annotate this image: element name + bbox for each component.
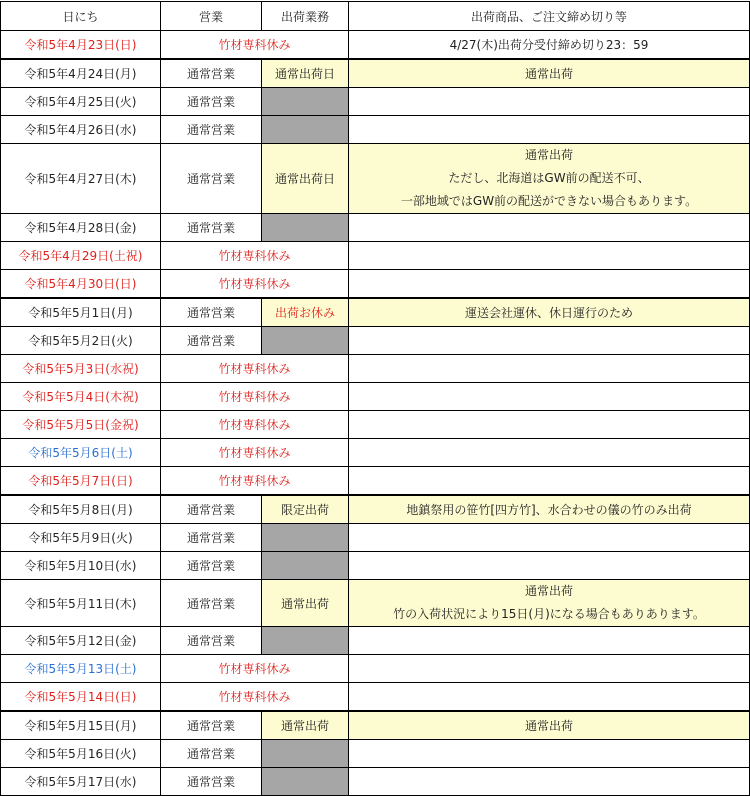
- row-note-empty: [349, 383, 750, 411]
- table-row: [1, 768, 750, 796]
- row-date: 令和5年4月28日(金): [1, 214, 161, 242]
- row-business: 通常営業: [161, 768, 262, 796]
- table-row: [1, 627, 750, 655]
- closed-cell: 竹材専科休み: [161, 655, 349, 683]
- table-row: [1, 467, 750, 496]
- row-business: 通常営業: [161, 627, 262, 655]
- table-row: [1, 31, 750, 60]
- row-note: [349, 580, 750, 627]
- table-row: [1, 655, 750, 683]
- row-business: 通常営業: [161, 214, 262, 242]
- row-business: 通常営業: [161, 116, 262, 144]
- note-line: 竹の入荷状況により15日(月)になる場合もありあります。: [393, 607, 705, 621]
- row-date: 令和5年5月2日(火): [1, 327, 161, 355]
- table-row: [1, 298, 750, 327]
- row-date: 令和5年4月30日(日): [1, 270, 161, 299]
- table-row: [1, 524, 750, 552]
- row-date: 令和5年4月23日(日): [1, 31, 161, 60]
- closed-cell: 竹材専科休み: [161, 467, 349, 496]
- closed-cell: 竹材専科休み: [161, 355, 349, 383]
- note-line: 通常出荷: [524, 584, 573, 598]
- row-date: 令和5年5月9日(火): [1, 524, 161, 552]
- row-shipping-none: [262, 768, 349, 796]
- row-date: 令和5年4月26日(水): [1, 116, 161, 144]
- row-date: 令和5年5月10日(水): [1, 552, 161, 580]
- closed-cell: 竹材専科休み: [161, 270, 349, 299]
- row-date: 令和5年5月11日(木): [1, 580, 161, 627]
- row-shipping: 通常出荷: [262, 580, 349, 627]
- row-note-empty: [349, 411, 750, 439]
- header-notes: 出荷商品、ご注文締め切り等: [349, 2, 750, 31]
- row-shipping-none: [262, 552, 349, 580]
- row-note-empty: [349, 116, 750, 144]
- row-date: 令和5年5月7日(日): [1, 467, 161, 496]
- row-business: 通常営業: [161, 711, 262, 740]
- table-row: [1, 88, 750, 116]
- table-row: [1, 270, 750, 299]
- header-row: [1, 2, 750, 31]
- row-business: 通常営業: [161, 740, 262, 768]
- closed-cell: 竹材専科休み: [161, 683, 349, 712]
- table-row: [1, 711, 750, 740]
- row-shipping-none: [262, 88, 349, 116]
- row-date: 令和5年5月13日(土): [1, 655, 161, 683]
- row-shipping: 通常出荷日: [262, 59, 349, 88]
- table-row: [1, 439, 750, 467]
- row-date: 令和5年5月4日(木祝): [1, 383, 161, 411]
- row-note-empty: [349, 524, 750, 552]
- closed-cell: 竹材専科休み: [161, 439, 349, 467]
- row-date: 令和5年4月25日(火): [1, 88, 161, 116]
- row-shipping: 限定出荷: [262, 495, 349, 524]
- row-business: 通常営業: [161, 495, 262, 524]
- row-note-empty: [349, 88, 750, 116]
- table-row: [1, 552, 750, 580]
- table-row: [1, 355, 750, 383]
- row-date: 令和5年5月16日(火): [1, 740, 161, 768]
- row-date: 令和5年5月12日(金): [1, 627, 161, 655]
- row-shipping: 出荷お休み: [262, 298, 349, 327]
- closed-cell: 竹材専科休み: [161, 242, 349, 270]
- row-note-empty: [349, 768, 750, 796]
- row-note-empty: [349, 627, 750, 655]
- closed-cell: 竹材専科休み: [161, 411, 349, 439]
- row-note: 通常出荷: [349, 59, 750, 88]
- row-shipping-none: [262, 214, 349, 242]
- table-row: [1, 327, 750, 355]
- row-date: 令和5年5月5日(金祝): [1, 411, 161, 439]
- row-note-empty: [349, 655, 750, 683]
- row-note: [349, 144, 750, 214]
- row-note: 運送会社運休、休日運行のため: [349, 298, 750, 327]
- row-note: 地鎮祭用の笹竹[四方竹]、水合わせの儀の竹のみ出荷: [349, 495, 750, 524]
- table-row: [1, 214, 750, 242]
- table-row: [1, 242, 750, 270]
- table-row: [1, 383, 750, 411]
- row-note-empty: [349, 214, 750, 242]
- note-line: ただし、北海道はGW前の配送不可、: [448, 171, 650, 185]
- header-business: 営業: [161, 2, 262, 31]
- row-business: 通常営業: [161, 580, 262, 627]
- row-business: 通常営業: [161, 524, 262, 552]
- row-date: 令和5年5月14日(日): [1, 683, 161, 712]
- row-date: 令和5年5月3日(水祝): [1, 355, 161, 383]
- note-line: 一部地域ではGW前の配送ができない場合もあります。: [400, 194, 698, 208]
- row-shipping: 通常出荷日: [262, 144, 349, 214]
- row-note: 通常出荷: [349, 711, 750, 740]
- row-date: 令和5年5月8日(月): [1, 495, 161, 524]
- header-shipping: 出荷業務: [262, 2, 349, 31]
- row-note-empty: [349, 242, 750, 270]
- table-row: [1, 59, 750, 88]
- row-date: 令和5年5月1日(月): [1, 298, 161, 327]
- row-shipping-none: [262, 327, 349, 355]
- table-row: [1, 683, 750, 712]
- row-date: 令和5年4月24日(月): [1, 59, 161, 88]
- row-shipping: 通常出荷: [262, 711, 349, 740]
- row-business: 通常営業: [161, 144, 262, 214]
- row-shipping-none: [262, 627, 349, 655]
- row-date: 令和5年5月6日(土): [1, 439, 161, 467]
- row-note-empty: [349, 740, 750, 768]
- row-date: 令和5年4月27日(木): [1, 144, 161, 214]
- row-date: 令和5年5月17日(水): [1, 768, 161, 796]
- row-business: 通常営業: [161, 327, 262, 355]
- row-note-empty: [349, 683, 750, 712]
- table-row: [1, 116, 750, 144]
- row-shipping-none: [262, 524, 349, 552]
- shipping-schedule-table: [0, 1, 750, 796]
- table-row: [1, 495, 750, 524]
- row-note-empty: [349, 439, 750, 467]
- header-date: 日にち: [1, 2, 161, 31]
- row-business: 通常営業: [161, 552, 262, 580]
- row-note-empty: [349, 552, 750, 580]
- row-shipping-none: [262, 740, 349, 768]
- table-row: [1, 411, 750, 439]
- table-row: [1, 580, 750, 627]
- table-row: [1, 144, 750, 214]
- closed-cell: 竹材専科休み: [161, 31, 349, 60]
- row-date: 令和5年5月15日(月): [1, 711, 161, 740]
- row-note-empty: [349, 270, 750, 299]
- row-note: 4/27(木)出荷分受付締め切り23：59: [349, 31, 750, 60]
- row-business: 通常営業: [161, 59, 262, 88]
- row-date: 令和5年4月29日(土祝): [1, 242, 161, 270]
- row-business: 通常営業: [161, 88, 262, 116]
- row-note-empty: [349, 327, 750, 355]
- table-row: [1, 740, 750, 768]
- row-business: 通常営業: [161, 298, 262, 327]
- row-note-empty: [349, 467, 750, 496]
- closed-cell: 竹材専科休み: [161, 383, 349, 411]
- note-line: 通常出荷: [524, 148, 573, 162]
- row-shipping-none: [262, 116, 349, 144]
- row-note-empty: [349, 355, 750, 383]
